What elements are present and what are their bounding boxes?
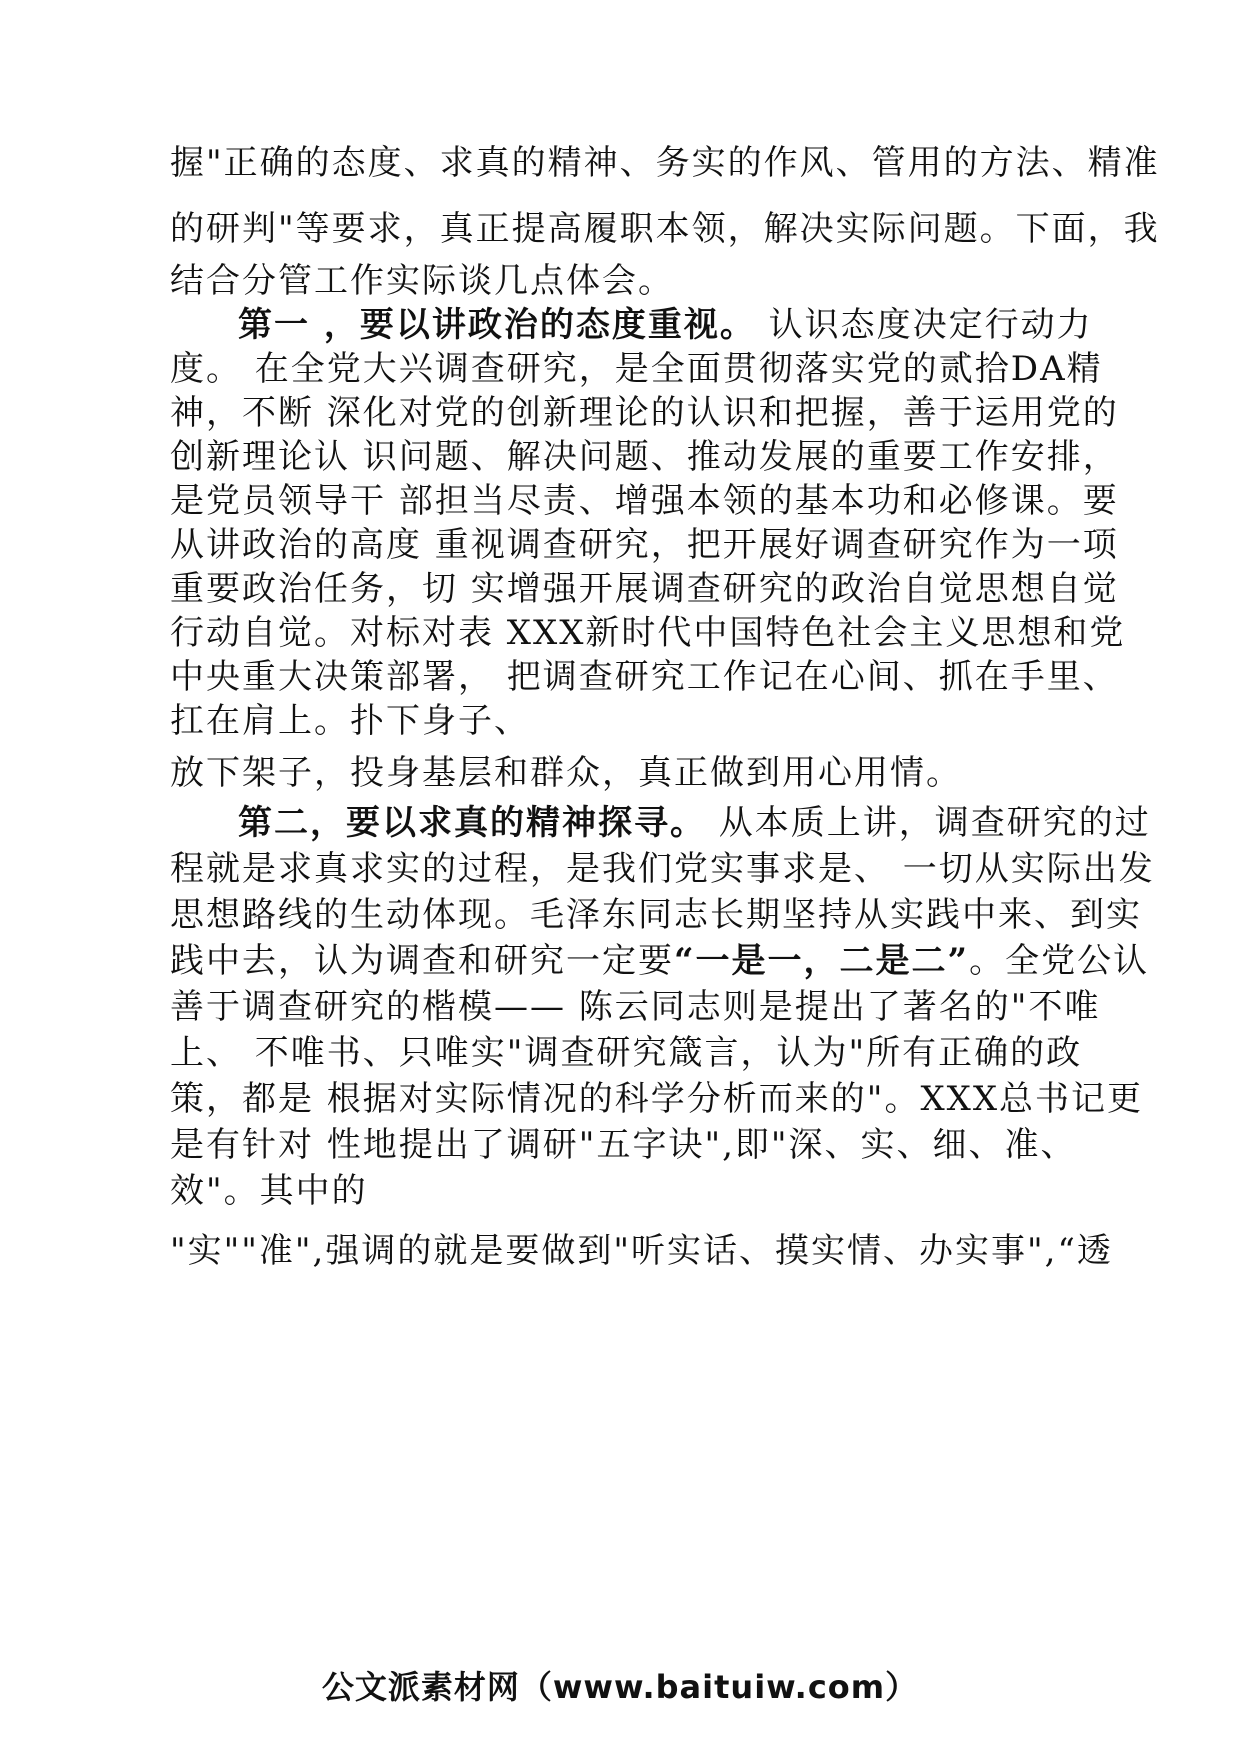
body-text-line: 效"。其中的 [170,1171,368,1211]
body-text-line: 握"正确的态度、求真的精神、务实的作风、管用的方法、精准 [170,143,1160,183]
section1-heading: 第一 ，要以讲政治的态度重视。 [238,305,756,345]
body-text-line: 创新理论认 识问题、解决问题、推动发展的重要工作安排， [170,437,1119,477]
section2-heading: 第二，要以求真的精神探寻。 [238,803,706,843]
body-text-line [170,938,1150,984]
body-text-line: 放下架子，投身基层和群众，真正做到用心用情。 [170,753,962,793]
body-text-line: 上、 不唯书、只唯实"调查研究箴言，认为"所有正确的政 [170,1033,1083,1073]
body-text-line: 程就是求真求实的过程，是我们党实事求是、 一切从实际出发 [170,849,1155,889]
body-text-line: 重要政治任务，切 实增强开展调查研究的政治自觉思想自觉 [170,569,1119,609]
body-text-line: 从讲政治的高度 重视调查研究，把开展好调查研究作为一项 [170,525,1119,565]
body-text: 践中去，认为调查和研究一定要 [170,941,674,981]
section2-first-line [238,800,1151,846]
body-text-line: 善于调查研究的楷模—— 陈云同志则是提出了著名的"不唯 [170,987,1101,1027]
emphasis-quote: “一是一，二是二” [674,941,970,981]
body-text-line: "实""准",强调的就是要做到"听实话、摸实情、办实事",“透 [170,1231,1113,1271]
body-text-line: 度。 在全党大兴调查研究，是全面贯彻落实党的贰拾DA精 [170,349,1103,389]
body-text-line: 行动自觉。对标对表 XXX新时代中国特色社会主义思想和党 [170,613,1126,653]
body-text: 认识态度决定行动力 [755,305,1093,345]
body-text-line: 中央重大决策部署， 把调查研究工作记在心间、抓在手里、 [170,657,1119,697]
section1-first-line [238,302,1093,348]
body-text-line: 的研判"等要求，真正提高履职本领，解决实际问题。下面，我 [170,209,1160,249]
body-text-line: 思想路线的生动体现。毛泽东同志长期坚持从实践中来、到实 [170,895,1142,935]
footer-watermark: 公文派素材网（www.baituiw.com） [321,1668,919,1706]
body-text-line: 是有针对 性地提出了调研"五字诀",即"深、实、细、准、 [170,1125,1077,1165]
body-text: 从本质上讲，调查研究的过 [706,803,1151,843]
body-text-line: 神，不断 深化对党的创新理论的认识和把握，善于运用党的 [170,393,1119,433]
body-text-line: 是党员领导干 部担当尽责、增强本领的基本功和必修课。要 [170,481,1119,521]
body-text-line: 策，都是 根据对实际情况的科学分析而来的"。XXX总书记更 [170,1079,1144,1119]
body-text-line: 扛在肩上。扑下身子、 [170,701,530,741]
body-text: 。全党公认 [969,941,1150,981]
body-text-line: 结合分管工作实际谈几点体会。 [170,261,674,301]
